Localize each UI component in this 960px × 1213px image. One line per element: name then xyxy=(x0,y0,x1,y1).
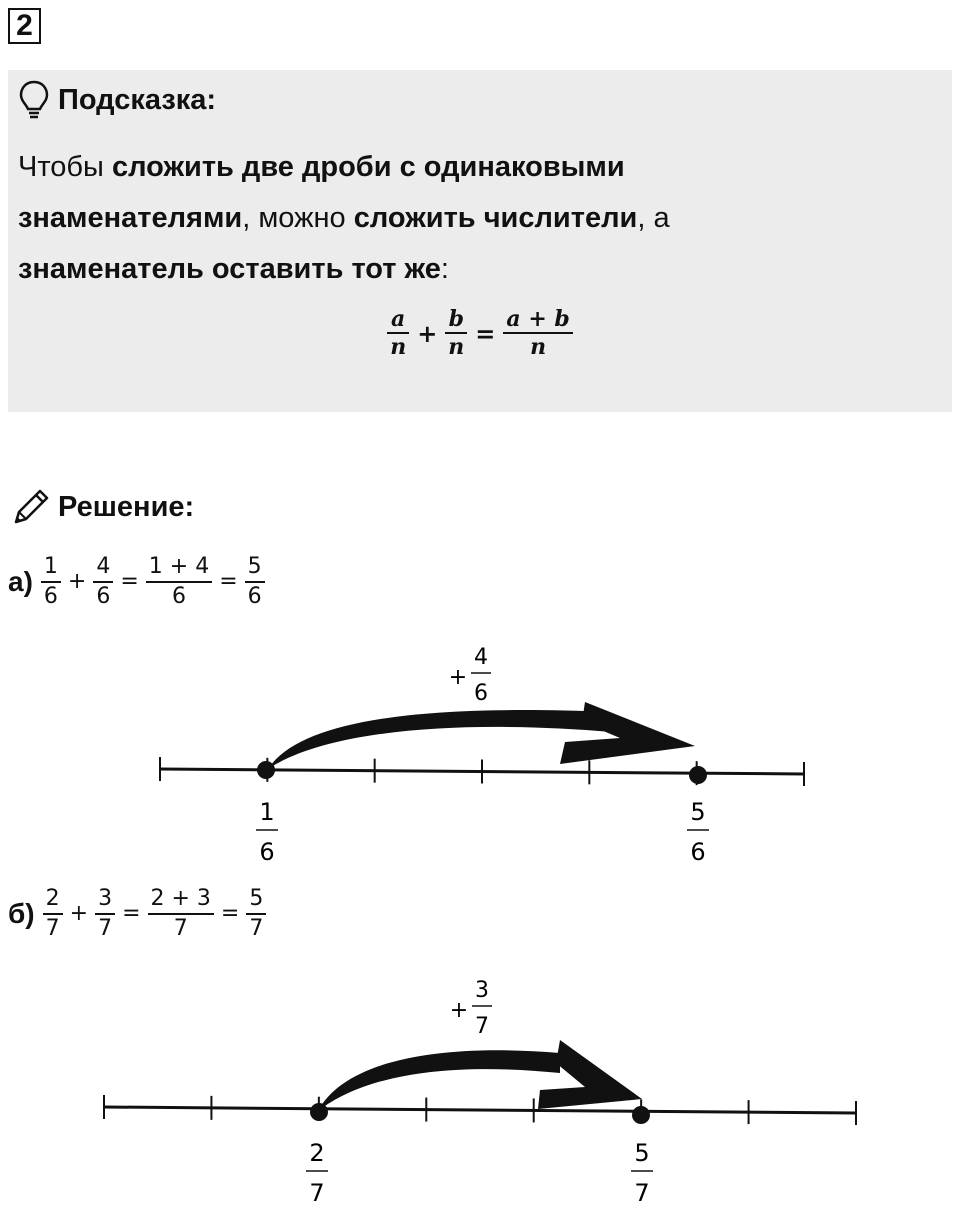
text-run: знаменатель оставить тот же xyxy=(18,253,441,285)
eq-a-fraction-3: $\frac{1 + 4}{6}$ xyxy=(146,553,212,611)
hint-title xyxy=(18,78,216,122)
end-label-b-num: 5 xyxy=(634,1139,650,1167)
formula-equals: = xyxy=(475,318,496,348)
solution-title-text: Решение: xyxy=(58,490,195,523)
task-number: 2 xyxy=(8,8,41,44)
eq-b-equals-1: = xyxy=(122,901,141,927)
start-label-a-den: 6 xyxy=(259,838,275,866)
end-point-b xyxy=(632,1106,650,1124)
start-point-a xyxy=(257,761,275,779)
arrow-label-b-den: 7 xyxy=(475,1014,489,1039)
hint-text xyxy=(18,142,918,295)
eq-b-fraction-2: $\frac{3}{7}$ xyxy=(95,885,115,943)
eq-b-fraction-3: $\frac{2 + 3}{7}$ xyxy=(148,885,214,943)
text-run: сложить две дроби с одинаковыми xyxy=(111,151,625,183)
formula-fraction-a-over-n: $\frac{a}{n}$ xyxy=(387,306,409,360)
part-label-b: б) xyxy=(8,897,35,929)
solution-title xyxy=(10,484,194,530)
hint-line-2 xyxy=(18,193,918,244)
pencil-icon xyxy=(10,486,52,528)
eq-b-fraction-4: $\frac{5}{7}$ xyxy=(246,885,266,943)
start-point-b xyxy=(310,1103,328,1121)
arrow-label-b-sign: + xyxy=(449,998,469,1023)
eq-b-equals-2: = xyxy=(220,901,240,927)
jump-arrow-a-body xyxy=(268,710,612,769)
hint-title-text: Подсказка: xyxy=(58,83,217,116)
formula-plus: + xyxy=(417,318,438,348)
number-line-a xyxy=(0,640,960,870)
jump-arrow-b-body xyxy=(318,1050,560,1111)
eq-b-fraction-1: $\frac{2}{7}$ xyxy=(43,885,63,943)
start-label-b-den: 7 xyxy=(309,1179,325,1207)
hint-line-1 xyxy=(18,142,918,193)
hint-line-3 xyxy=(18,244,918,295)
arrow-label-a-den: 6 xyxy=(474,681,488,706)
arrow-label-a-num: 4 xyxy=(474,645,488,670)
eq-a-plus: + xyxy=(67,569,87,595)
eq-a-fraction-1: $\frac{1}{6}$ xyxy=(41,553,61,611)
hint-formula xyxy=(0,298,960,368)
text-run: : xyxy=(440,253,449,285)
eq-b-plus: + xyxy=(69,901,89,927)
text-run: , можно xyxy=(242,202,354,234)
start-label-a-num: 1 xyxy=(259,798,275,826)
text-run: сложить числители xyxy=(353,202,638,234)
end-label-a-num: 5 xyxy=(690,798,706,826)
text-run: Чтобы xyxy=(18,151,112,183)
eq-a-equals-1: = xyxy=(120,569,139,595)
equation-a xyxy=(8,553,265,611)
start-label-b-num: 2 xyxy=(309,1139,325,1167)
arrow-label-b-num: 3 xyxy=(475,978,489,1003)
end-label-a-den: 6 xyxy=(690,838,706,866)
text-run: знаменателями xyxy=(18,202,243,234)
equation-b xyxy=(8,885,266,943)
part-label-a: а) xyxy=(8,565,33,597)
eq-a-fraction-4: $\frac{5}{6}$ xyxy=(245,553,265,611)
end-point-a xyxy=(689,766,707,784)
eq-a-fraction-2: $\frac{4}{6}$ xyxy=(93,553,113,611)
jump-arrow-b-head xyxy=(538,1040,642,1109)
number-line-b-axis xyxy=(104,1107,856,1113)
number-line-b xyxy=(0,975,960,1211)
eq-a-equals-2: = xyxy=(219,569,238,595)
formula-fraction-sum-over-n: $\frac{a + b}{n}$ xyxy=(503,306,572,360)
arrow-label-a-sign: + xyxy=(448,665,468,690)
end-label-b-den: 7 xyxy=(634,1179,650,1207)
formula-fraction-b-over-n: $\frac{b}{n}$ xyxy=(445,306,467,360)
lightbulb-icon xyxy=(18,79,50,121)
text-run: , а xyxy=(637,202,670,234)
